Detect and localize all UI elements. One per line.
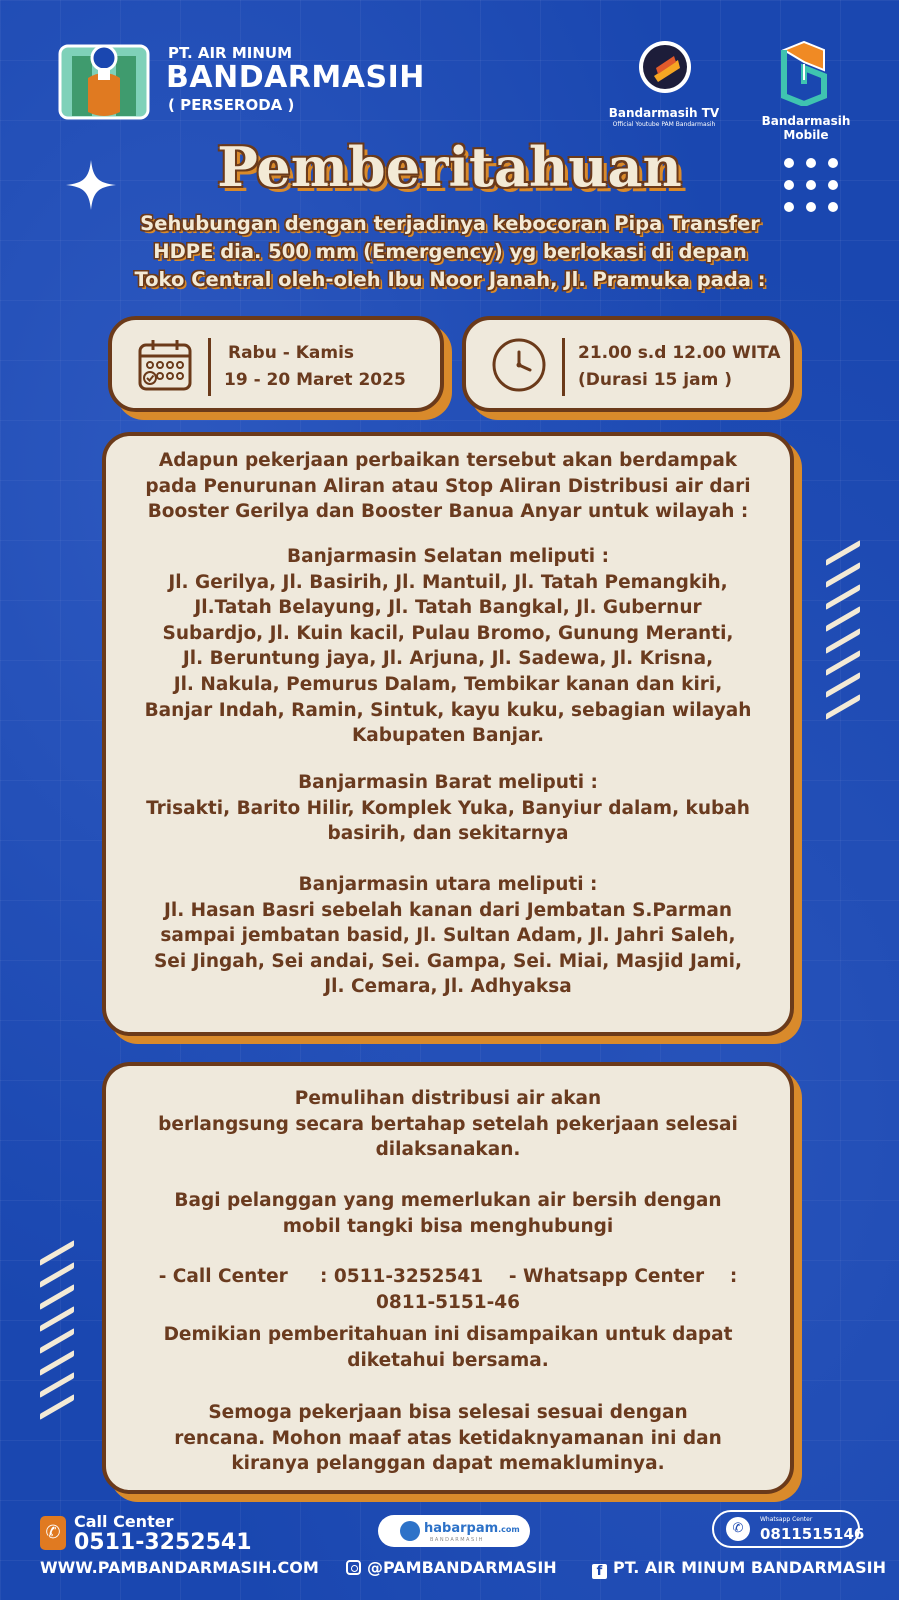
clock-icon [490, 336, 548, 394]
bandarmasih-tv-sub: Official Youtube PAM Bandarmasih [612, 121, 716, 128]
company-name-small: PT. AIR MINUM [168, 44, 292, 62]
text-line: kiranya pelanggan dapat memakluminya. [231, 1453, 665, 1475]
habarpam-sub: BANDARMASIH [430, 1537, 484, 1543]
company-name: BANDARMASIH [166, 60, 425, 95]
impact-card [102, 432, 794, 1036]
text-line: mobil tangki bisa menghubungi [282, 1215, 614, 1237]
habarpam-button[interactable] [378, 1515, 530, 1547]
intro-text [80, 210, 820, 294]
calendar-icon [136, 336, 194, 394]
website-link[interactable]: WWW.PAMBANDARMASIH.COM [40, 1558, 319, 1577]
closing-card [102, 1062, 794, 1494]
schedule-dates: 19 - 20 Maret 2025 [224, 370, 406, 390]
habarpam-icon [400, 1521, 420, 1541]
text-line: Demikian pemberitahuan ini disampaikan untuk dapat [163, 1324, 733, 1345]
instagram-icon [346, 1560, 361, 1575]
impact-intro [126, 448, 770, 525]
notice-text [126, 1322, 770, 1373]
text-line: Bagi pelanggan yang memerlukan air bersih dengan [174, 1190, 722, 1211]
text-line: sampai jembatan basid, Jl. Sultan Adam, Jl. Jahri Saleh, [160, 925, 736, 947]
whatsapp-number: 0811515146 [760, 1525, 865, 1543]
call-center-label: Call Center [74, 1512, 174, 1531]
instagram-link[interactable] [346, 1558, 557, 1577]
text-line: Jl.Tatah Belayung, Jl. Tatah Bangkal, Jl. Gubernur [194, 597, 702, 619]
facebook-icon: f [592, 1564, 607, 1579]
text-line: diketahui bersama. [347, 1349, 549, 1371]
bandarmasih-mobile-label: Bandarmasih Mobile [761, 114, 851, 142]
text-line: Booster Gerilya dan Booster Banua Anyar untuk wilayah : [147, 501, 749, 523]
text-line: Trisakti, Barito Hilir, Komplek Yuka, Banyiur dalam, kubah [146, 797, 750, 819]
schedule-duration: (Durasi 15 jam ) [578, 370, 732, 390]
text-line: Subardjo, Jl. Kuin kacil, Pulau Bromo, Gunung Meranti, [162, 622, 734, 644]
north-area [126, 872, 770, 1000]
west-area [126, 770, 770, 847]
bandarmasih-tv-icon[interactable] [636, 38, 694, 96]
text-line: basirih, dan sekitarnya [327, 823, 569, 845]
text-line: Jl. Beruntung jaya, Jl. Arjuna, Jl. Sadewa, Jl. Krisna, [182, 648, 714, 670]
company-type: ( PERSERODA ) [168, 96, 295, 114]
page-title: Pemberitahuan [217, 135, 682, 199]
text-line: Semoga pekerjaan bisa selesai sesuai dengan [208, 1402, 688, 1423]
time-card [462, 316, 794, 412]
intro-line: HDPE dia. 500 mm (Emergency) yg berlokasi di depan [153, 240, 747, 263]
area-title: Banjarmasin Barat meliputi : [298, 772, 598, 793]
text-line: Pemulihan distribusi air akan [294, 1088, 602, 1109]
date-text [224, 340, 406, 394]
facebook-page: PT. AIR MINUM BANDARMASIH [613, 1558, 886, 1577]
text-line: Jl. Nakula, Pemurus Dalam, Tembikar kanan dan kiri, [173, 673, 723, 695]
divider [208, 338, 211, 396]
schedule-time: 21.00 s.d 12.00 WITA [578, 343, 781, 363]
call-center-number[interactable]: 0511-3252541 [74, 1530, 252, 1555]
whatsapp-label: Whatsapp Center [760, 1516, 813, 1523]
text-line: Jl. Hasan Basri sebelah kanan dari Jembatan S.Parman [163, 899, 733, 921]
text-line: rencana. Mohon maaf atas ketidaknyamanan ini dan [174, 1427, 722, 1449]
facebook-link[interactable] [592, 1558, 886, 1579]
text-line: Jl. Gerilya, Jl. Basirih, Jl. Mantuil, Jl. Tatah Pemangkih, [168, 571, 728, 593]
tank-text [126, 1188, 770, 1239]
time-text [578, 340, 781, 394]
text-line: pada Penurunan Aliran atau Stop Aliran Distribusi air dari [145, 475, 751, 497]
text-line: Banjar Indah, Ramin, Sintuk, kayu kuku, sebagian wilayah [144, 699, 752, 721]
stripes-decoration [826, 540, 866, 730]
text-line: dilaksanakan. [375, 1139, 521, 1161]
text-line: - Call Center : 0511-3252541 - Whatsapp Center : [158, 1266, 738, 1287]
apology-text [126, 1400, 770, 1477]
intro-line: Sehubungan dengan terjadinya kebocoran Pipa Transfer [140, 212, 760, 235]
south-area [126, 544, 770, 749]
text-line: Sei Jingah, Sei andai, Sei. Gampa, Sei. Miai, Masjid Jami, [153, 950, 743, 972]
text-line: Adapun pekerjaan perbaikan tersebut akan berdampak [158, 450, 738, 471]
divider [562, 338, 565, 396]
intro-line: Toko Central oleh-oleh Ibu Noor Janah, Jl. Pramuka pada : [134, 268, 766, 291]
date-card [108, 316, 444, 412]
contact-text [126, 1264, 770, 1315]
text-line: Kabupaten Banjar. [351, 725, 545, 747]
area-title: Banjarmasin Selatan meliputi : [286, 546, 609, 567]
schedule-days: Rabu - Kamis [228, 343, 355, 363]
restore-text [126, 1086, 770, 1163]
area-title: Banjarmasin utara meliputi : [298, 874, 598, 895]
text-line: Jl. Cemara, Jl. Adhyaksa [324, 976, 572, 998]
stripes-decoration [40, 1240, 80, 1430]
bandarmasih-tv-label: Bandarmasih TV [608, 106, 720, 120]
instagram-handle: @PAMBANDARMASIH [367, 1558, 557, 1577]
bandarmasih-mobile-icon[interactable] [780, 40, 828, 106]
whatsapp-button[interactable] [712, 1510, 865, 1548]
whatsapp-icon: ✆ [726, 1517, 750, 1541]
text-line: berlangsung secara bertahap setelah pekerjaan selesai [158, 1113, 738, 1135]
pam-logo-icon [58, 40, 150, 120]
habarpam-label: habarpam.com [424, 1521, 520, 1536]
text-line: 0811-5151-46 [375, 1291, 521, 1313]
phone-icon: ✆ [40, 1516, 66, 1550]
